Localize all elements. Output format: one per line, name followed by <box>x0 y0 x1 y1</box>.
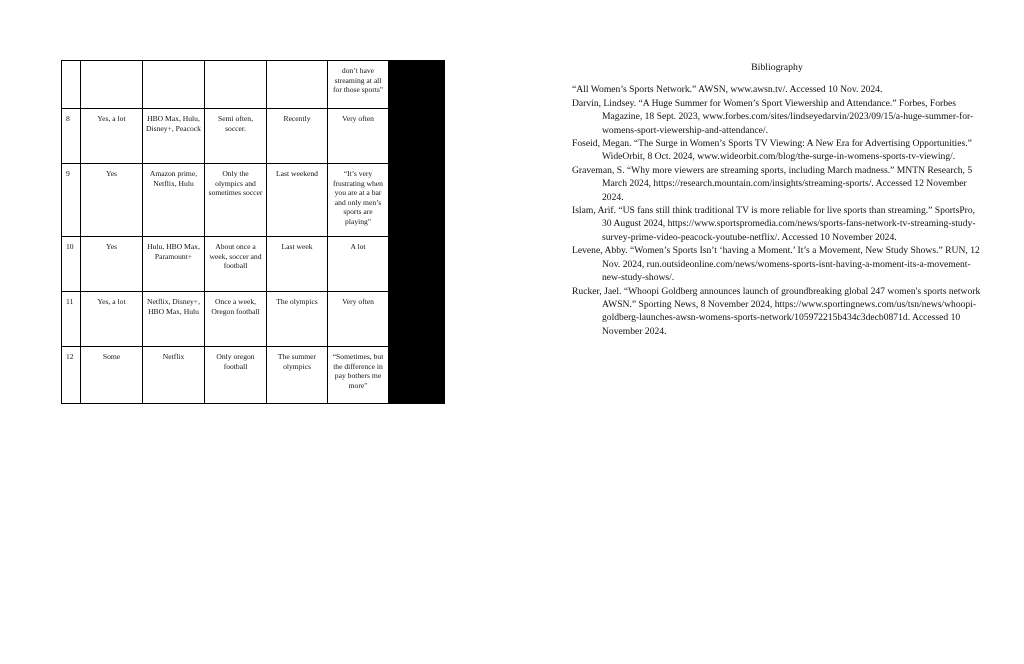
redacted-column-cell <box>389 109 445 164</box>
table-cell <box>267 61 328 109</box>
table-cell: Yes, a lot <box>81 109 143 164</box>
table-cell: Only oregon football <box>205 347 267 404</box>
bibliography-entry: “All Women’s Sports Network.” AWSN, www.awsn.tv/. Accessed 10 Nov. 2024. <box>572 84 883 96</box>
table-cell: A lot <box>328 237 389 292</box>
table-cell: Amazon prime, Netflix, Hulu <box>143 164 205 237</box>
bibliography-title: Bibliography <box>751 62 803 73</box>
table-cell: Only the olympics and sometimes soccer <box>205 164 267 237</box>
table-row <box>62 292 445 347</box>
table-cell: “It’s very frustrating when you are at a bar and only men’s sports are playing" <box>328 164 389 237</box>
table-cell: About once a week, soccer and football <box>205 237 267 292</box>
table-cell: The summer olympics <box>267 347 328 404</box>
row-number-cell: 11 <box>62 292 81 347</box>
survey-table <box>61 60 445 404</box>
table-cell: Netflix <box>143 347 205 404</box>
redacted-column-cell <box>389 347 445 404</box>
table-cell: Some <box>81 347 143 404</box>
bibliography-entry: Rucker, Jael. “Whoopi Goldberg announces launch of groundbreaking global 247 women's sports network AWSN.” Sporting News, 8 November 2024, https://www.sportingnews.com/us/tsn/news/whoopi-goldberg-launches-awsn-womens-sports-network/105972215b434c3decb0871d. Accessed 10 November 2024. <box>572 285 981 337</box>
table-row <box>62 347 445 404</box>
table-cell: Semi often, soccer. <box>205 109 267 164</box>
row-number-cell: 8 <box>62 109 81 164</box>
survey-table-page <box>61 60 445 404</box>
bibliography-entry: Graveman, S. “Why more viewers are streaming sports, including March madness.” MNTN Research, 5 March 2024, https://research.mountain.com/insights/streaming-sports/. Accessed 12 November 2024. <box>572 164 973 203</box>
table-cell: Very often <box>328 109 389 164</box>
row-number-cell <box>62 61 81 109</box>
table-cell: Yes <box>81 237 143 292</box>
table-cell: Hulu, HBO Max, Paramount+ <box>143 237 205 292</box>
table-row <box>62 61 445 109</box>
redacted-column-cell <box>389 292 445 347</box>
row-number-cell: 10 <box>62 237 81 292</box>
table-cell: Yes, a lot <box>81 292 143 347</box>
bibliography-entry: Islam, Arif. “US fans still think traditional TV is more reliable for live sports than streaming.” SportsPro, 30 August 2024, https://www.sportspromedia.com/news/sports-fans-network-tv-streaming-study-survey-prime-video-peacock-youtube-netflix/. Accessed 10 November 2024. <box>572 205 976 243</box>
table-cell: Yes <box>81 164 143 237</box>
table-cell: Last week <box>267 237 328 292</box>
table-cell <box>143 61 205 109</box>
table-row <box>62 237 445 292</box>
table-cell: HBO Max, Hulu, Disney+, Peacock <box>143 109 205 164</box>
table-cell: Last weekend <box>267 164 328 237</box>
row-number-cell: 12 <box>62 347 81 404</box>
table-cell: “Sometimes, but the difference in pay bothers me more" <box>328 347 389 404</box>
bibliography-entry: Darvin, Lindsey. “A Huge Summer for Women’s Sport Viewership and Attendance.” Forbes, Forbes Magazine, 18 Sept. 2023, www.forbes.com/sites/lindseyedarvin/2023/09/15/a-huge-summer-for-womens-sport-viewership-and-attendance/. <box>572 97 974 136</box>
table-cell: Recently <box>267 109 328 164</box>
table-cell: Very often <box>328 292 389 347</box>
redacted-column-cell <box>389 164 445 237</box>
redacted-column-cell <box>389 237 445 292</box>
table-cell <box>205 61 267 109</box>
table-row <box>62 109 445 164</box>
table-cell: don’t have streaming at all for those sports" <box>328 61 389 109</box>
bibliography-page <box>572 61 982 338</box>
bibliography-entry: Foseid, Megan. “The Surge in Women’s Sports TV Viewing: A New Era for Advertising Opportunities.” WideOrbit, 8 Oct. 2024, www.wideorbit.com/blog/the-surge-in-womens-sports-tv-viewing/. <box>572 138 972 163</box>
row-number-cell: 9 <box>62 164 81 237</box>
table-cell: Once a week, Oregon football <box>205 292 267 347</box>
table-cell: The olympics <box>267 292 328 347</box>
bibliography-entry: Levene, Abby. “Women’s Sports Isn’t ‘having a Moment.’ It’s a Movement, New Study Shows.” RUN, 12 Nov. 2024, run.outsideonline.com/news/womens-sports-isnt-having-a-moment-its-a-movement-new-study-shows/. <box>572 245 980 284</box>
table-cell: Netflix, Disney+, HBO Max, Hulu <box>143 292 205 347</box>
table-cell <box>81 61 143 109</box>
table-row <box>62 164 445 237</box>
redacted-column-cell <box>389 61 445 109</box>
